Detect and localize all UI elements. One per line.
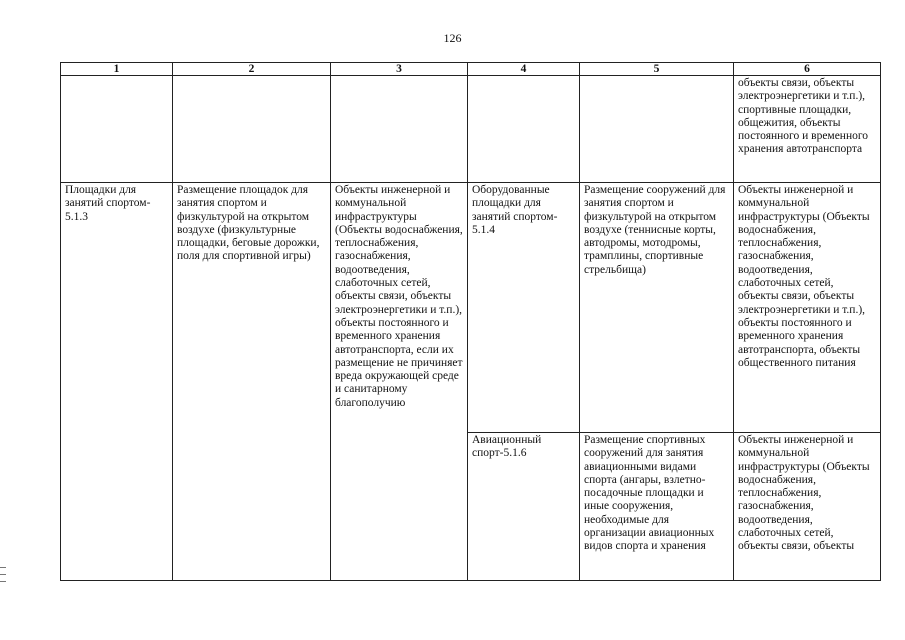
table-cell-permitted-objects: Объекты инженерной и коммунальной инфраструктуры (Объекты водоснабжения, теплоснабжения, газоснабжения, водоотведения, слаботочных сетей, объекты связи, объекты (734, 433, 881, 581)
table-cell-use-type: Площадки для занятий спортом- 5.1.3 (61, 183, 173, 581)
table-cell-empty (61, 76, 173, 183)
column-header-4: 4 (468, 63, 580, 76)
table-cell-empty (468, 76, 580, 183)
land-use-table (60, 62, 881, 581)
table-cell-conditional-use-description: Размещение спортивных сооружений для занятия авиационными видами спорта (ангары, взлетно-посадочные площадки и иные сооружения, необходимые для организации авиационных видов спорта и хранения (580, 433, 734, 581)
table-cell-auxiliary-objects: Объекты инженерной и коммунальной инфраструктуры (Объекты водоснабжения, теплоснабжения, газоснабжения, водоотведения, слаботочных сетей, объекты связи, объекты электроэнергетики и т.п.), объекты постоянного и временного хранения автотранспорта, если их размещение не причиняет вреда окружающей среде и санитарному благополучию (331, 183, 468, 581)
column-header-1: 1 (61, 63, 173, 76)
table-cell-empty (173, 76, 331, 183)
column-header-3: 3 (331, 63, 468, 76)
table-cell-permitted-objects: объекты связи, объекты электроэнергетики и т.п.), спортивные площадки, общежития, объекты постоянного и временного хранения автотранспорта (734, 76, 881, 183)
table-row-continued (61, 76, 881, 183)
table-cell-empty (331, 76, 468, 183)
scan-margin-mark (0, 567, 6, 568)
table-cell-conditional-use-description: Размещение сооружений для занятия спортом и физкультурой на открытом воздухе (теннисные корты, автодромы, мотодромы, трамплины, спортивные стрельбища) (580, 183, 734, 433)
scan-margin-mark (0, 574, 6, 575)
column-header-5: 5 (580, 63, 734, 76)
table-cell-permitted-objects: Объекты инженерной и коммунальной инфраструктуры (Объекты водоснабжения, теплоснабжения, газоснабжения, водоотведения, слаботочных сетей, объекты связи, объекты электроэнергетики и т.п.), объекты постоянного и временного хранения автотранспорта, объекты общественного питания (734, 183, 881, 433)
table-cell-conditional-use-type: Оборудованные площадки для занятий спортом- 5.1.4 (468, 183, 580, 433)
column-header-6: 6 (734, 63, 881, 76)
table-row-sport-grounds (61, 183, 881, 433)
table-header-row (61, 63, 881, 76)
table-cell-use-description: Размещение площадок для занятия спортом и физкультурой на открытом воздухе (физкультурные площадки, беговые дорожки, поля для спортивной игры) (173, 183, 331, 581)
table-cell-empty (580, 76, 734, 183)
column-header-2: 2 (173, 63, 331, 76)
scan-margin-mark (0, 581, 6, 582)
table-cell-conditional-use-type: Авиационный спорт-5.1.6 (468, 433, 580, 581)
page-number: 126 (443, 31, 462, 45)
